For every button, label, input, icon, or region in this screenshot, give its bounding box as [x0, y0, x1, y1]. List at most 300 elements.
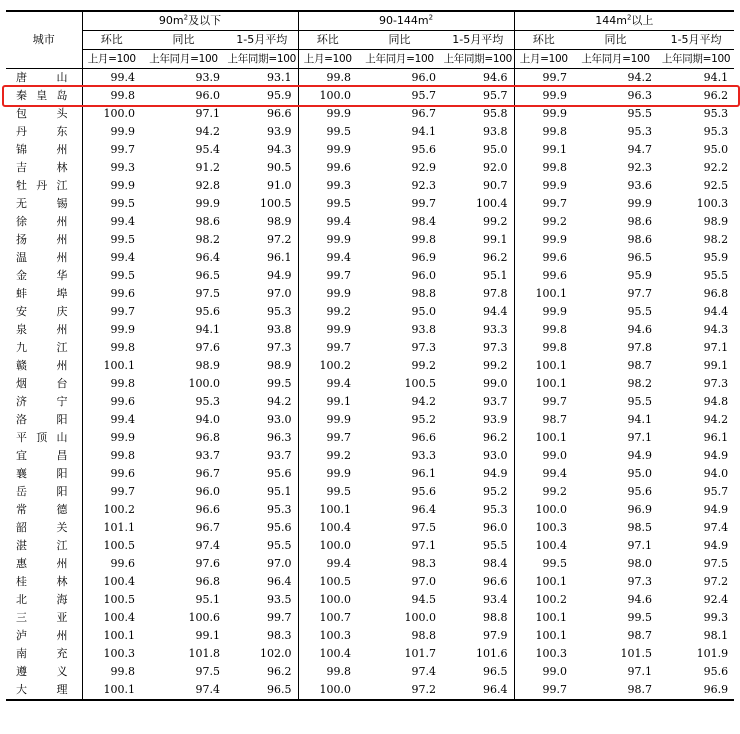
value-cell: 93.5	[267, 593, 292, 606]
value-cell: 94.8	[703, 395, 729, 408]
city-char: 丹	[16, 125, 27, 138]
value-cell: 99.4	[82, 411, 141, 429]
value-cell: 99.5	[82, 231, 141, 249]
value-cell: 100.0	[298, 591, 357, 609]
value-cell: 95.7	[483, 89, 508, 102]
value-cell: 92.3	[627, 161, 653, 174]
city-char: 桂	[16, 575, 27, 588]
value-cell: 95.2	[483, 485, 508, 498]
table-row	[6, 591, 734, 609]
value-cell: 96.6	[411, 431, 437, 444]
value-cell: 99.4	[82, 249, 141, 267]
value-cell: 96.4	[442, 681, 514, 700]
base-header-cell: 上月=100	[514, 50, 573, 69]
city-char: 州	[56, 359, 68, 372]
value-cell: 99.8	[82, 375, 141, 393]
value-cell: 100.1	[82, 627, 141, 645]
value-cell: 98.3	[267, 629, 292, 642]
city-char: 义	[56, 665, 68, 678]
value-cell: 99.8	[514, 159, 573, 177]
city-char: 九	[16, 341, 27, 354]
value-cell: 97.0	[267, 287, 292, 300]
value-cell: 99.1	[703, 359, 729, 372]
city-char: 亚	[56, 611, 68, 624]
value-cell: 100.7	[298, 609, 357, 627]
value-cell: 94.3	[267, 143, 292, 156]
value-cell: 99.9	[298, 285, 357, 303]
value-cell: 92.5	[703, 179, 729, 192]
value-cell: 98.2	[195, 233, 220, 246]
value-cell: 94.2	[627, 71, 653, 84]
value-cell: 99.4	[514, 465, 573, 483]
value-cell: 100.2	[514, 591, 573, 609]
value-cell: 92.8	[195, 179, 220, 192]
city-char: 关	[56, 521, 68, 534]
value-cell: 97.6	[195, 557, 220, 570]
value-cell: 101.1	[82, 519, 141, 537]
value-cell: 94.6	[627, 323, 653, 336]
value-cell: 96.5	[195, 269, 220, 282]
value-cell: 95.8	[483, 107, 508, 120]
city-char: 昌	[56, 449, 68, 462]
table-row	[6, 555, 734, 573]
value-cell: 98.7	[573, 681, 658, 700]
table-row	[6, 141, 734, 159]
value-cell: 97.3	[483, 341, 508, 354]
value-cell: 95.0	[483, 143, 508, 156]
value-cell: 92.4	[703, 593, 729, 606]
value-cell: 97.1	[627, 665, 653, 678]
city-char: 包	[16, 107, 27, 120]
value-cell: 95.3	[703, 107, 729, 120]
value-cell: 99.1	[514, 141, 573, 159]
value-cell: 96.5	[627, 251, 653, 264]
value-cell: 100.5	[82, 537, 141, 555]
city-cell	[6, 519, 82, 537]
value-cell: 97.5	[195, 665, 220, 678]
value-cell: 99.8	[298, 69, 357, 88]
city-char: 海	[56, 593, 68, 606]
city-char: 州	[56, 215, 68, 228]
value-cell: 95.1	[195, 593, 220, 606]
value-cell: 99.9	[298, 231, 357, 249]
value-cell: 99.1	[483, 233, 508, 246]
value-cell: 95.4	[195, 143, 220, 156]
value-cell: 99.9	[82, 123, 141, 141]
value-cell: 96.9	[411, 251, 437, 264]
value-cell: 96.0	[195, 485, 220, 498]
table-row	[6, 213, 734, 231]
base-header-cell: 上年同月=100	[357, 50, 442, 69]
city-cell	[6, 681, 82, 700]
value-cell: 94.2	[703, 413, 729, 426]
value-cell: 96.4	[195, 251, 220, 264]
city-cell	[6, 177, 82, 195]
value-cell: 99.7	[514, 195, 573, 213]
city-char: 林	[56, 575, 68, 588]
value-cell: 100.5	[82, 591, 141, 609]
value-cell: 98.6	[627, 215, 653, 228]
value-cell: 100.0	[188, 377, 220, 390]
value-cell: 100.0	[298, 87, 357, 105]
value-cell: 99.9	[82, 321, 141, 339]
value-cell: 96.1	[411, 467, 437, 480]
value-cell: 99.8	[514, 123, 573, 141]
table-row	[6, 159, 734, 177]
value-cell: 100.3	[514, 519, 573, 537]
value-cell: 93.9	[483, 413, 508, 426]
value-cell: 98.1	[703, 629, 729, 642]
value-cell: 90.7	[483, 179, 508, 192]
value-cell: 98.6	[195, 215, 220, 228]
city-char: 襄	[16, 467, 27, 480]
value-cell: 99.4	[298, 249, 357, 267]
city-cell	[6, 321, 82, 339]
table-row	[6, 411, 734, 429]
value-cell: 97.5	[195, 287, 220, 300]
table-row	[6, 393, 734, 411]
value-cell: 93.8	[483, 125, 508, 138]
value-cell: 95.5	[267, 539, 292, 552]
value-cell: 93.9	[267, 125, 292, 138]
value-cell: 98.8	[411, 629, 437, 642]
value-cell: 96.1	[703, 431, 729, 444]
value-cell: 100.1	[514, 357, 573, 375]
value-cell: 92.2	[703, 161, 729, 174]
table-row	[6, 303, 734, 321]
value-cell: 100.4	[514, 537, 573, 555]
city-char: 山	[56, 431, 68, 444]
value-cell: 99.5	[514, 555, 573, 573]
city-char: 徐	[16, 215, 27, 228]
value-cell: 100.2	[298, 357, 357, 375]
city-char: 顶	[36, 431, 48, 444]
value-cell: 99.3	[82, 159, 141, 177]
group-header-144-above: $144m^2$以上	[514, 11, 734, 31]
value-cell: 93.7	[195, 449, 220, 462]
table-row	[6, 321, 734, 339]
value-cell: 95.3	[483, 503, 508, 516]
city-char: 泸	[16, 629, 27, 642]
table-row	[6, 573, 734, 591]
value-cell: 96.9	[658, 681, 734, 700]
value-cell: 96.7	[195, 521, 220, 534]
value-cell: 96.4	[267, 575, 292, 588]
city-cell	[6, 555, 82, 573]
table-row	[6, 177, 734, 195]
value-cell: 99.7	[82, 141, 141, 159]
value-cell: 96.7	[195, 467, 220, 480]
value-cell: 93.0	[483, 449, 508, 462]
value-cell: 98.7	[627, 629, 653, 642]
table-row	[6, 537, 734, 555]
value-cell: 100.1	[298, 501, 357, 519]
value-cell: 96.0	[195, 89, 220, 102]
value-cell: 94.1	[411, 125, 437, 138]
value-cell: 96.5	[483, 665, 508, 678]
value-cell: 95.9	[627, 269, 653, 282]
value-cell: 99.8	[82, 447, 141, 465]
city-char: 充	[56, 647, 68, 660]
city-char: 温	[16, 251, 27, 264]
city-cell	[6, 573, 82, 591]
value-cell: 97.0	[411, 575, 437, 588]
city-char: 皇	[36, 89, 48, 102]
value-cell: 94.7	[627, 143, 653, 156]
table-row	[6, 285, 734, 303]
value-cell: 99.0	[483, 377, 508, 390]
city-char: 岛	[56, 89, 68, 102]
value-cell: 100.3	[696, 197, 729, 210]
value-cell: 97.7	[627, 287, 653, 300]
table-header	[6, 11, 734, 69]
sub-header-cell: 环比	[82, 31, 141, 50]
value-cell: 100.4	[476, 197, 508, 210]
value-cell: 99.7	[514, 681, 573, 700]
city-char: 大	[16, 683, 27, 696]
table-row	[6, 429, 734, 447]
value-cell: 99.8	[514, 339, 573, 357]
value-cell: 99.2	[411, 359, 437, 372]
value-cell: 99.5	[298, 483, 357, 501]
table-row	[6, 231, 734, 249]
value-cell: 99.0	[514, 447, 573, 465]
value-cell: 99.6	[514, 267, 573, 285]
value-cell: 97.6	[195, 341, 220, 354]
value-cell: 100.3	[298, 627, 357, 645]
value-cell: 95.6	[703, 665, 729, 678]
value-cell: 99.1	[195, 629, 220, 642]
value-cell: 100.1	[514, 627, 573, 645]
city-char: 常	[16, 503, 27, 516]
city-cell	[6, 105, 82, 123]
value-cell: 99.6	[514, 249, 573, 267]
base-header-cell: 上年同期=100	[442, 50, 514, 69]
sub-header-cell: 同比	[573, 31, 658, 50]
value-cell: 93.3	[411, 449, 437, 462]
value-cell: 97.4	[703, 521, 729, 534]
value-cell: 94.2	[195, 125, 220, 138]
value-cell: 94.4	[703, 305, 729, 318]
value-cell: 100.1	[514, 375, 573, 393]
value-cell: 95.6	[195, 305, 220, 318]
sub-header-cell: 1-5月平均	[442, 31, 514, 50]
value-cell: 94.0	[195, 413, 220, 426]
city-cell	[6, 213, 82, 231]
value-cell: 98.9	[267, 215, 292, 228]
table-row	[6, 645, 734, 663]
city-cell	[6, 123, 82, 141]
table-row	[6, 123, 734, 141]
city-char: 台	[56, 377, 68, 390]
table-row	[6, 609, 734, 627]
value-cell: 99.9	[298, 321, 357, 339]
value-cell: 96.6	[483, 575, 508, 588]
value-cell: 99.7	[411, 197, 437, 210]
city-cell	[6, 231, 82, 249]
value-cell: 99.7	[514, 393, 573, 411]
city-char: 安	[16, 305, 27, 318]
city-cell	[6, 159, 82, 177]
value-cell: 100.4	[298, 645, 357, 663]
value-cell: 97.5	[411, 521, 437, 534]
value-cell: 96.4	[411, 503, 437, 516]
city-cell	[6, 339, 82, 357]
value-cell: 98.2	[703, 233, 729, 246]
value-cell: 99.7	[298, 429, 357, 447]
value-cell: 99.5	[298, 123, 357, 141]
value-cell: 98.0	[627, 557, 653, 570]
value-cell: 100.5	[298, 573, 357, 591]
table-row	[6, 375, 734, 393]
city-char: 阳	[56, 485, 68, 498]
value-cell: 94.9	[703, 539, 729, 552]
city-cell	[6, 645, 82, 663]
city-char: 埠	[56, 287, 68, 300]
city-char: 牡	[16, 179, 27, 192]
value-cell: 96.2	[483, 251, 508, 264]
city-char: 济	[16, 395, 27, 408]
city-char: 阳	[56, 413, 68, 426]
price-index-table	[6, 10, 734, 701]
value-cell: 99.9	[627, 197, 653, 210]
value-cell: 97.3	[411, 341, 437, 354]
value-cell: 100.6	[188, 611, 220, 624]
city-char: 烟	[16, 377, 27, 390]
value-cell: 98.6	[627, 233, 653, 246]
table-row	[6, 249, 734, 267]
value-cell: 97.1	[195, 107, 220, 120]
value-cell: 97.1	[627, 431, 653, 444]
city-cell	[6, 537, 82, 555]
value-cell: 99.2	[298, 303, 357, 321]
table-row	[6, 519, 734, 537]
value-cell: 96.8	[195, 575, 220, 588]
city-char: 无	[16, 197, 27, 210]
city-cell	[6, 501, 82, 519]
table-row	[6, 663, 734, 681]
value-cell: 99.5	[82, 267, 141, 285]
value-cell: 97.3	[627, 575, 653, 588]
value-cell: 99.5	[298, 195, 357, 213]
value-cell: 91.2	[195, 161, 220, 174]
value-cell: 91.0	[267, 179, 292, 192]
value-cell: 100.1	[514, 573, 573, 591]
value-cell: 99.6	[82, 555, 141, 573]
value-cell: 100.4	[298, 519, 357, 537]
value-cell: 99.9	[514, 105, 573, 123]
value-cell: 95.1	[267, 485, 292, 498]
value-cell: 101.7	[404, 647, 437, 660]
value-cell: 95.6	[411, 485, 437, 498]
value-cell: 95.5	[627, 107, 653, 120]
value-cell: 99.2	[483, 359, 508, 372]
value-cell: 98.5	[627, 521, 653, 534]
value-cell: 98.4	[483, 557, 508, 570]
city-char: 遵	[16, 665, 27, 678]
value-cell: 97.2	[357, 681, 442, 700]
value-cell: 99.5	[267, 377, 292, 390]
value-cell: 96.7	[411, 107, 437, 120]
value-cell: 99.1	[298, 393, 357, 411]
table-row	[6, 87, 734, 105]
value-cell: 99.8	[298, 663, 357, 681]
value-cell: 101.5	[620, 647, 653, 660]
value-cell: 98.8	[483, 611, 508, 624]
city-char: 庆	[56, 305, 68, 318]
value-cell: 99.9	[298, 141, 357, 159]
city-char: 蚌	[16, 287, 27, 300]
base-header-cell: 上月=100	[298, 50, 357, 69]
value-cell: 96.9	[627, 503, 653, 516]
value-cell: 94.2	[411, 395, 437, 408]
city-cell	[6, 375, 82, 393]
value-cell: 98.7	[627, 359, 653, 372]
value-cell: 99.9	[514, 177, 573, 195]
base-header-row	[6, 50, 734, 69]
value-cell: 99.9	[514, 87, 573, 105]
value-cell: 100.0	[298, 537, 357, 555]
city-char: 岳	[16, 485, 27, 498]
table-row	[6, 447, 734, 465]
value-cell: 99.9	[298, 465, 357, 483]
value-cell: 99.9	[195, 197, 220, 210]
value-cell: 99.9	[514, 303, 573, 321]
value-cell: 100.0	[514, 501, 573, 519]
value-cell: 94.1	[703, 71, 729, 84]
table-row	[6, 627, 734, 645]
value-cell: 96.6	[267, 107, 292, 120]
value-cell: 95.6	[267, 521, 292, 534]
city-char: 阳	[56, 467, 68, 480]
value-cell: 97.8	[483, 287, 508, 300]
city-cell	[6, 285, 82, 303]
value-cell: 99.4	[298, 555, 357, 573]
city-char: 江	[56, 539, 68, 552]
value-cell: 95.9	[267, 89, 292, 102]
city-cell	[6, 195, 82, 213]
sub-header-cell: 1-5月平均	[226, 31, 298, 50]
value-cell: 101.9	[696, 647, 729, 660]
city-cell	[6, 267, 82, 285]
value-cell: 100.1	[82, 681, 141, 700]
value-cell: 101.8	[188, 647, 220, 660]
city-char: 江	[56, 341, 68, 354]
value-cell: 96.5	[226, 681, 298, 700]
value-cell: 96.3	[627, 89, 653, 102]
city-char: 南	[16, 647, 27, 660]
value-cell: 95.0	[627, 467, 653, 480]
city-cell	[6, 357, 82, 375]
value-cell: 95.7	[703, 485, 729, 498]
value-cell: 96.0	[411, 71, 437, 84]
table-body	[6, 69, 734, 701]
value-cell: 94.5	[411, 593, 437, 606]
value-cell: 99.5	[627, 611, 653, 624]
value-cell: 99.8	[411, 233, 437, 246]
table-row	[6, 195, 734, 213]
city-cell	[6, 303, 82, 321]
city-char: 韶	[16, 521, 27, 534]
value-cell: 99.8	[514, 321, 573, 339]
value-cell: 95.5	[627, 395, 653, 408]
group-header-90-144: $90-144m^2$	[298, 11, 514, 31]
city-char: 秦	[16, 89, 27, 102]
value-cell: 93.4	[483, 593, 508, 606]
value-cell: 93.1	[267, 71, 292, 84]
value-cell: 98.7	[514, 411, 573, 429]
value-cell: 95.9	[703, 251, 729, 264]
